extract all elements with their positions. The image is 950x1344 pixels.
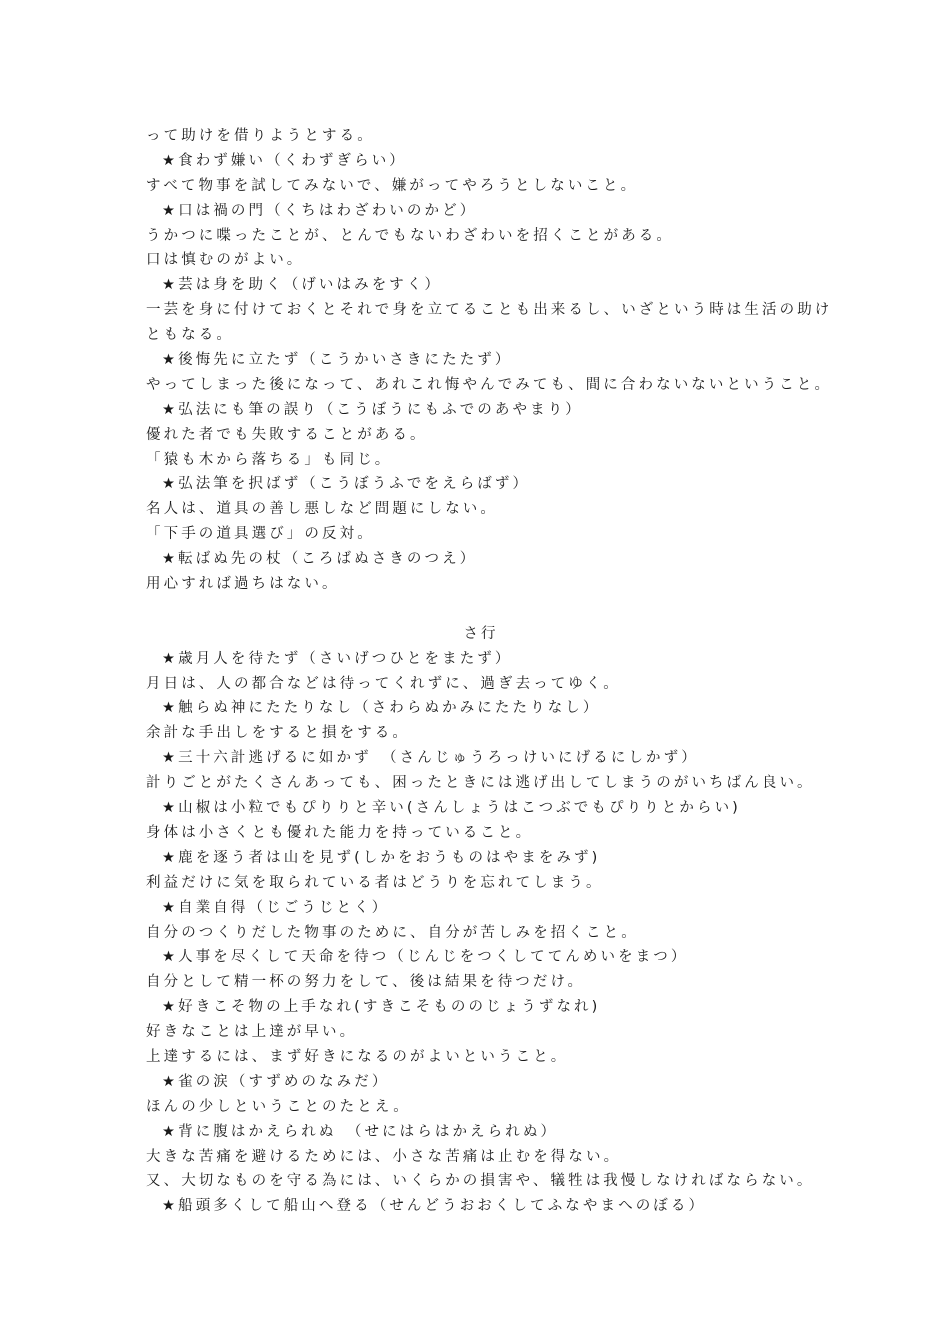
proverb-heading: ★口は禍の門（くちはわざわいのかど） bbox=[162, 202, 478, 219]
proverb-heading: ★山椒は小粒でもぴりりと辛い(さんしょうはこつぶでもぴりりとからい) bbox=[162, 800, 741, 817]
proverb-explanation: 優れた者でも失敗することがある。 bbox=[146, 426, 428, 443]
proverb-heading: ★弘法筆を択ばず（こうぼうふでをえらばず） bbox=[162, 476, 531, 493]
proverb-heading: ★鹿を逐う者は山を見ず(しかをおうものはやまをみず) bbox=[162, 849, 601, 866]
proverb-heading: ★自業自得（じごうじとく） bbox=[162, 899, 390, 916]
proverb-heading: ★芸は身を助く（げいはみをすく） bbox=[162, 277, 443, 294]
proverb-explanation: 上達するには、まず好きになるのがよいということ。 bbox=[146, 1048, 569, 1065]
proverb-heading: ★弘法にも筆の誤り（こうぼうにもふでのあやまり） bbox=[162, 401, 583, 418]
section-title: さ行 bbox=[463, 625, 499, 642]
proverb-heading: ★食わず嫌い（くわずぎらい） bbox=[162, 152, 407, 169]
proverb-explanation: 身体は小さくとも優れた能力を持っていること。 bbox=[146, 824, 534, 841]
proverb-explanation: 「猿も木から落ちる」も同じ。 bbox=[146, 451, 393, 468]
proverb-heading: ★歳月人を待たず（さいげつひとをまたず） bbox=[162, 650, 513, 667]
proverb-explanation: 利益だけに気を取られている者はどうりを忘れてしまう。 bbox=[146, 874, 604, 891]
proverb-heading: ★三十六計逃げるに如かず （さんじゅうろっけいにげるにしかず） bbox=[162, 750, 699, 767]
proverb-heading: ★人事を尽くして天命を待つ（じんじをつくしててんめいをまつ） bbox=[162, 949, 689, 966]
proverb-explanation: 名人は、道具の善し悪しなど問題にしない。 bbox=[146, 501, 498, 518]
proverb-heading: ★触らぬ神にたたりなし（さわらぬかみにたたりなし） bbox=[162, 700, 601, 717]
proverb-explanation: 又、大切なものを守る為には、いくらかの損害や、犠牲は我慢しなければならない。 bbox=[146, 1173, 815, 1190]
proverb-explanation: 計りごとがたくさんあっても、困ったときには逃げ出してしまうのがいちばん良い。 bbox=[146, 775, 815, 792]
proverb-explanation: うかつに喋ったことが、とんでもないわざわいを招くことがある。 bbox=[146, 227, 674, 244]
proverb-explanation: ともなる。 bbox=[146, 327, 234, 344]
proverb-explanation: 口は慎むのがよい。 bbox=[146, 252, 305, 269]
proverb-explanation: 自分のつくりだした物事のために、自分が苦しみを招くこと。 bbox=[146, 924, 639, 941]
proverb-heading: ★雀の涙（すずめのなみだ） bbox=[162, 1073, 390, 1090]
proverb-heading: ★船頭多くして船山へ登る（せんどうおおくしてふなやまへのぼる） bbox=[162, 1198, 707, 1215]
proverb-explanation: って助けを借りようとする。 bbox=[146, 128, 375, 144]
proverb-heading: ★後悔先に立たず（こうかいさきにたたず） bbox=[162, 352, 513, 369]
proverb-explanation: 月日は、人の都合などは待ってくれずに、過ぎ去ってゆく。 bbox=[146, 675, 621, 692]
proverb-explanation: 「下手の道具選び」の反対。 bbox=[146, 526, 375, 543]
proverb-explanation: 大きな苦痛を避けるためには、小さな苦痛は止むを得ない。 bbox=[146, 1148, 622, 1165]
proverb-explanation: 好きなことは上達が早い。 bbox=[146, 1024, 358, 1041]
document-page bbox=[146, 124, 833, 1219]
proverb-list-sa-gyo bbox=[146, 647, 816, 1219]
proverb-explanation: 余計な手出しをすると損をする。 bbox=[146, 725, 410, 742]
proverb-explanation: 一芸を身に付けておくとそれで身を立てることも出来るし、いざという時は生活の助け bbox=[146, 302, 833, 319]
proverb-explanation: やってしまった後になって、あれこれ悔やんでみても、間に合わないないということ。 bbox=[146, 376, 833, 393]
proverb-heading: ★好きこそ物の上手なれ(すきこそもののじょうずなれ) bbox=[162, 999, 601, 1016]
proverb-explanation: 自分として精一杯の努力をして、後は結果を待つだけ。 bbox=[146, 974, 586, 991]
proverb-explanation: 用心すれば過ちはない。 bbox=[146, 576, 340, 593]
proverb-heading: ★背に腹はかえられぬ （せにはらはかえられぬ） bbox=[162, 1123, 559, 1140]
proverb-explanation: ほんの少しということのたとえ。 bbox=[146, 1098, 411, 1115]
blank-line bbox=[146, 597, 816, 622]
proverb-list-ka-gyo bbox=[146, 124, 833, 597]
proverb-heading: ★転ばぬ先の杖（ころばぬさきのつえ） bbox=[162, 551, 478, 568]
proverb-explanation: すべて物事を試してみないで、嫌がってやろうとしないこと。 bbox=[146, 177, 639, 194]
